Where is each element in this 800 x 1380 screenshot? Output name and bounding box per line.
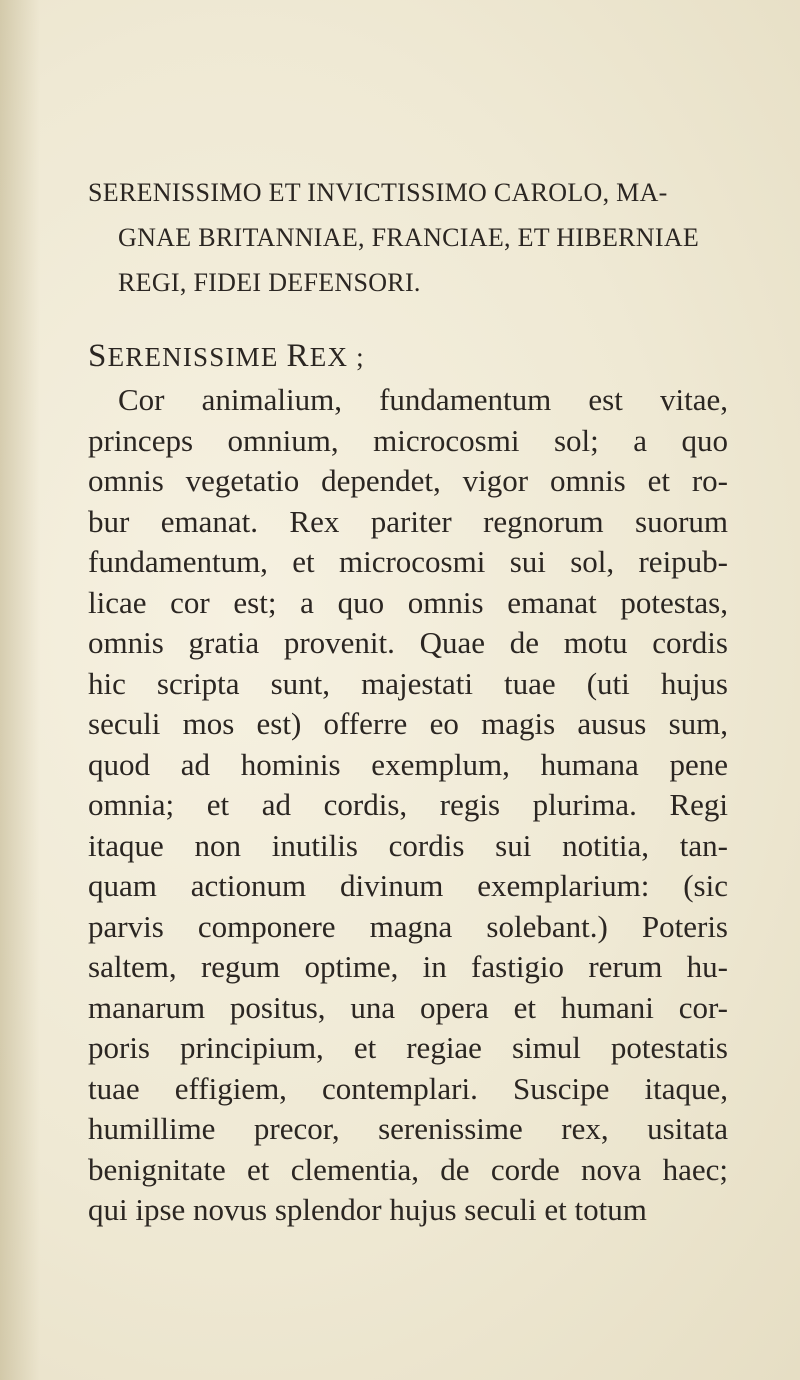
dedication-line: SERENISSIMO ET INVICTISSIMO CAROLO, MA- — [88, 178, 668, 207]
salutation-initial-r: R — [286, 338, 310, 374]
body-line: saltem, regum optime, in fastigio rerum hu- — [88, 949, 728, 984]
body-line: fundamentum, et microcosmi sui sol, reipub- — [88, 544, 728, 579]
salutation — [88, 338, 365, 375]
body-line: poris principium, et regiae simul potestatis — [88, 1030, 728, 1065]
body-line: Cor animalium, fundamentum est vitae, — [118, 382, 728, 417]
salutation-small-caps-2: EX ; — [309, 342, 365, 372]
body-line: omnis gratia provenit. Quae de motu cordis — [88, 625, 728, 660]
body-line: bur emanat. Rex pariter regnorum suorum — [88, 503, 728, 539]
body-line: omnis vegetatio dependet, vigor omnis et ro- — [88, 463, 728, 498]
body-line: licae cor est; a quo omnis emanat potestas, — [88, 584, 728, 620]
salutation-initial-s: S — [88, 338, 108, 374]
body-line: seculi mos est) offerre eo magis ausus sum, — [88, 706, 728, 741]
body-line: parvis componere magna solebant.) Poteris — [88, 908, 728, 944]
body-line: quod ad hominis exemplum, humana pene — [88, 746, 728, 782]
body-line: hic scripta sunt, majestati tuae (uti hujus — [88, 665, 728, 701]
body-line: omnia; et ad cordis, regis plurima. Regi — [88, 787, 728, 822]
body-line: humillime precor, serenissime rex, usitata — [88, 1111, 728, 1146]
body-line: princeps omnium, microcosmi sol; a quo — [88, 422, 728, 458]
salutation-small-caps-1: ERENISSIME — [107, 342, 279, 372]
dedication-line: REGI, FIDEI DEFENSORI. — [118, 268, 421, 297]
body-line: tuae effigiem, contemplari. Suscipe itaque, — [88, 1070, 728, 1106]
body-line: manarum positus, una opera et humani cor- — [88, 989, 728, 1025]
body-line: qui ipse novus splendor hujus seculi et totum — [88, 1192, 647, 1227]
dedication-body — [88, 380, 728, 1231]
body-line: quam actionum divinum exemplarium: (sic — [88, 868, 728, 903]
body-line: itaque non inutilis cordis sui notitia, tan- — [88, 827, 728, 863]
dedication-line: GNAE BRITANNIAE, FRANCIAE, ET HIBERNIAE — [118, 223, 700, 252]
body-line: benignitate et clementia, de corde nova haec; — [88, 1151, 728, 1187]
dedication-heading — [88, 170, 748, 305]
